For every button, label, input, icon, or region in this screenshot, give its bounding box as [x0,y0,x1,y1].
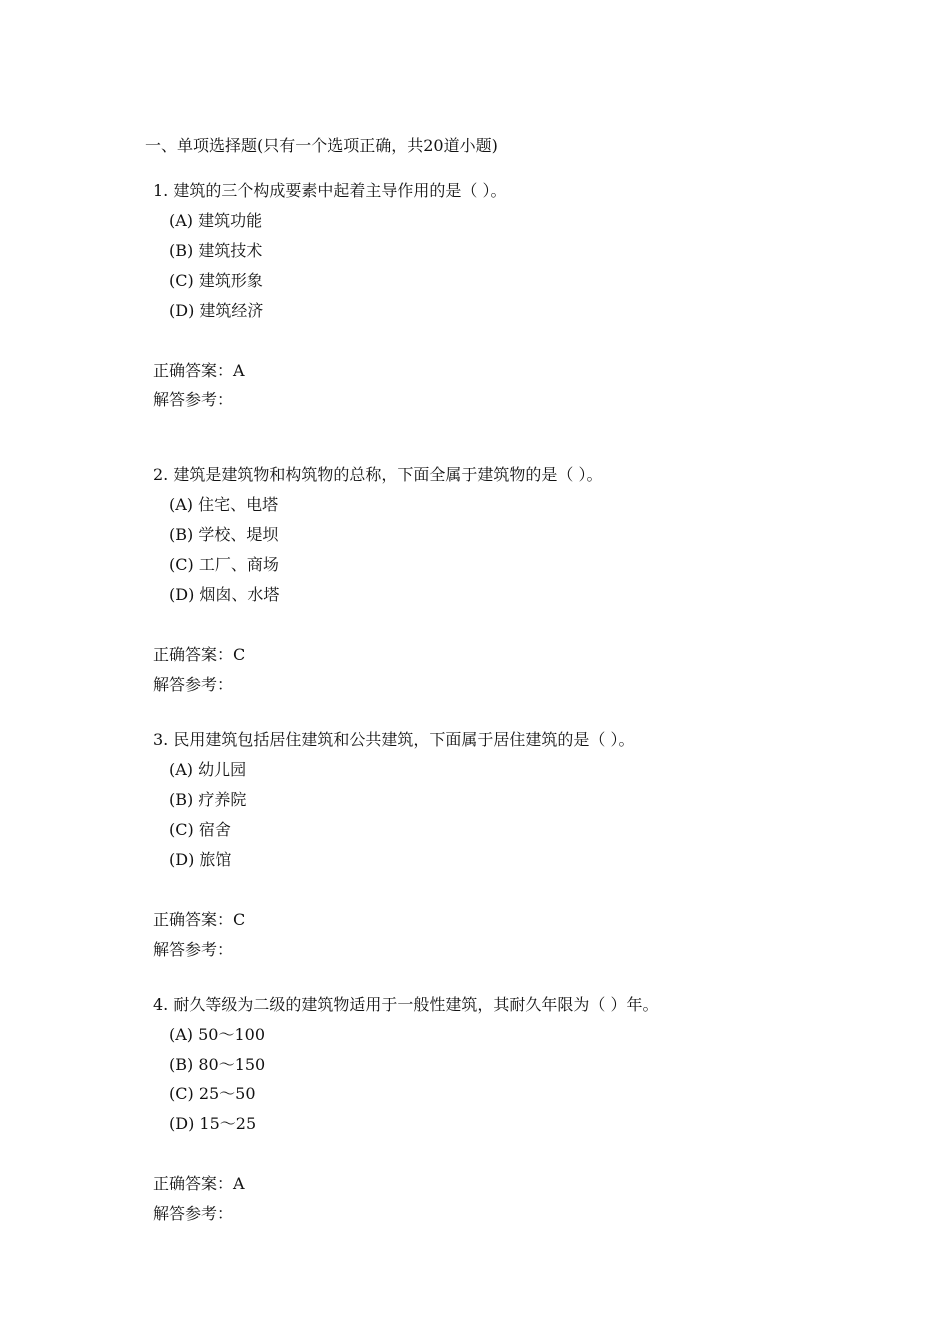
question-4-option-d: (D) 15～25 [169,1114,257,1133]
question-2-option-b: (B) 学校、堤坝 [169,525,279,544]
question-2-answer: 正确答案：C [153,645,246,664]
question-1-option-b: (B) 建筑技术 [169,241,263,260]
question-4-answer: 正确答案：A [153,1174,245,1193]
question-2-option-c: (C) 工厂、商场 [169,555,279,574]
question-1-option-d: (D) 建筑经济 [169,301,264,320]
question-2-option-a: (A) 住宅、电塔 [169,495,279,514]
question-4-stem: 4. 耐久等级为二级的建筑物适用于一般性建筑，其耐久年限为（ ）年。 [153,995,659,1014]
question-1-answer: 正确答案：A [153,361,245,380]
question-3-option-b: (B) 疗养院 [169,790,247,809]
question-4-option-b: (B) 80～150 [169,1055,266,1074]
question-4-option-a: (A) 50～100 [169,1025,266,1044]
question-2-option-d: (D) 烟囱、水塔 [169,585,280,604]
question-3-option-a: (A) 幼儿园 [169,760,247,779]
question-4-explanation: 解答参考： [153,1204,234,1223]
question-2-explanation: 解答参考： [153,675,234,694]
question-1-option-a: (A) 建筑功能 [169,211,263,230]
question-2-stem: 2. 建筑是建筑物和构筑物的总称，下面全属于建筑物的是（ ）。 [153,465,603,484]
question-3-option-c: (C) 宿舍 [169,820,231,839]
question-1-explanation: 解答参考： [153,390,234,409]
section-title: 一、单项选择题(只有一个选项正确，共20道小题) [145,136,498,155]
question-1-stem: 1. 建筑的三个构成要素中起着主导作用的是（ ）。 [153,181,507,200]
question-3-answer: 正确答案：C [153,910,246,929]
question-1-option-c: (C) 建筑形象 [169,271,263,290]
question-3-stem: 3. 民用建筑包括居住建筑和公共建筑，下面属于居住建筑的是（ ）。 [153,730,635,749]
question-3-explanation: 解答参考： [153,940,234,959]
question-4-option-c: (C) 25～50 [169,1084,256,1103]
question-3-option-d: (D) 旅馆 [169,850,232,869]
